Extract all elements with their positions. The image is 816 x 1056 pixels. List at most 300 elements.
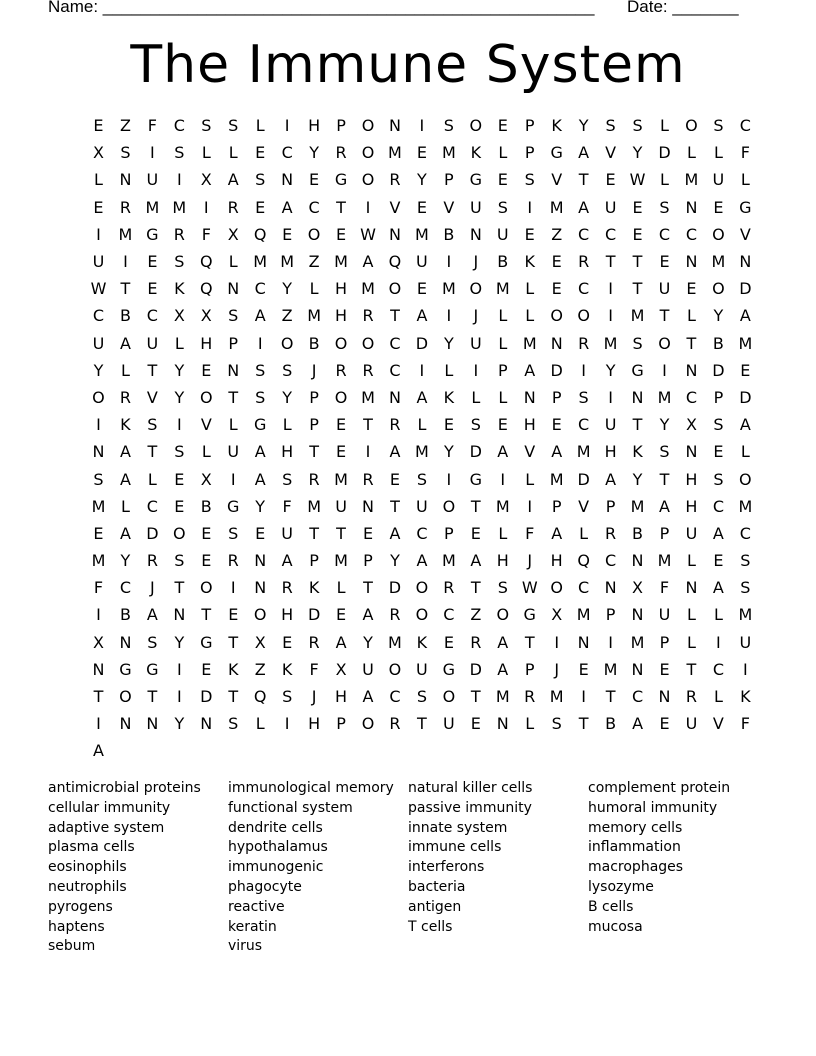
grid-letter: P [336, 116, 346, 136]
grid-letter: C [389, 333, 401, 353]
grid-letter: M [630, 496, 645, 516]
grid-letter: T [147, 687, 158, 707]
grid-letter: A [497, 442, 509, 462]
grid-letter: E [470, 523, 481, 543]
grid-letter: E [632, 224, 643, 244]
grid-letter: I [176, 659, 182, 679]
grid-letter: U [362, 659, 374, 679]
grid-letter: A [416, 306, 428, 326]
word-item: inflammation [588, 839, 681, 856]
grid-letter: C [631, 687, 644, 707]
grid-letter: L [525, 279, 535, 299]
grid-letter: S [255, 387, 266, 407]
grid-letter: M [738, 333, 753, 353]
grid-letter: T [686, 333, 697, 353]
grid-letter: K [308, 578, 320, 598]
grid-letter: P [524, 659, 535, 679]
grid-letter: V [551, 170, 563, 190]
grid-letter: M [549, 469, 564, 489]
word-item: plasma cells [48, 839, 135, 856]
grid-letter: W [90, 279, 107, 299]
grid-letter: L [228, 415, 238, 435]
grid-letter: G [119, 659, 132, 679]
grid-letter: T [201, 605, 212, 625]
grid-letter: M [361, 279, 375, 299]
grid-letter: Y [632, 469, 643, 489]
grid-letter: M [91, 551, 106, 571]
grid-letter: A [281, 197, 293, 217]
grid-letter: T [228, 687, 239, 707]
grid-letter: Q [577, 551, 590, 571]
grid-letter: H [523, 415, 536, 435]
grid-letter: E [174, 469, 185, 489]
grid-letter: A [254, 442, 266, 462]
grid-letter: K [443, 387, 455, 407]
grid-letter: S [524, 170, 535, 190]
word-bank [48, 779, 768, 957]
grid-letter: E [147, 252, 158, 272]
grid-letter: C [712, 659, 724, 679]
grid-letter: N [604, 578, 617, 598]
grid-letter: T [363, 578, 373, 598]
grid-letter: F [740, 143, 750, 163]
grid-letter: M [630, 632, 645, 652]
grid-letter: L [120, 360, 130, 380]
grid-letter: M [91, 496, 106, 516]
grid-letter: F [93, 578, 104, 598]
grid-letter: N [685, 578, 698, 598]
grid-letter: L [336, 578, 346, 598]
grid-letter: C [658, 224, 671, 244]
grid-letter: O [496, 605, 510, 625]
grid-letter: X [551, 605, 563, 625]
grid-letter: M [415, 224, 429, 244]
grid-letter: A [254, 469, 266, 489]
grid-letter: V [578, 496, 590, 516]
grid-letter: U [92, 252, 105, 272]
grid-letter: T [390, 496, 400, 516]
grid-letter: E [336, 415, 347, 435]
grid-letter: X [200, 170, 212, 190]
grid-letter: G [631, 360, 644, 380]
grid-letter: V [524, 442, 536, 462]
grid-letter: R [308, 632, 320, 652]
grid-letter: E [201, 551, 212, 571]
grid-letter: M [441, 279, 456, 299]
grid-letter: N [685, 252, 698, 272]
grid-letter: H [281, 442, 294, 462]
grid-letter: I [608, 387, 613, 407]
grid-letter: V [605, 143, 617, 163]
grid-letter: E [147, 279, 158, 299]
grid-letter: E [255, 143, 266, 163]
grid-letter: B [200, 496, 212, 516]
word-item: dendrite cells [228, 819, 323, 836]
grid-letter: A [281, 551, 293, 571]
grid-letter: E [632, 197, 643, 217]
grid-letter: R [362, 469, 374, 489]
word-item: reactive [228, 898, 285, 915]
grid-letter: J [311, 687, 317, 707]
word-item: cellular immunity [48, 799, 171, 816]
grid-letter: M [145, 197, 160, 217]
grid-letter: O [550, 306, 563, 326]
grid-letter: C [739, 116, 751, 136]
grid-letter: M [253, 252, 268, 272]
grid-letter: F [201, 224, 211, 244]
word-item: virus [228, 938, 263, 955]
grid-letter: N [685, 197, 698, 217]
date-field-label: Date: _______ [627, 0, 739, 16]
grid-letter: U [146, 170, 159, 190]
grid-letter: O [92, 387, 105, 407]
grid-letter: S [416, 687, 427, 707]
word-item: humoral immunity [588, 799, 718, 816]
grid-letter: M [711, 252, 726, 272]
grid-letter: S [578, 387, 589, 407]
grid-letter: L [579, 523, 589, 543]
grid-letter: L [94, 170, 103, 190]
grid-letter: R [119, 387, 131, 407]
grid-letter: A [227, 170, 239, 190]
word-item: keratin [228, 918, 277, 935]
word-item: bacteria [408, 878, 466, 895]
grid-letter: O [442, 687, 456, 707]
grid-letter: U [416, 659, 428, 679]
grid-letter: N [254, 551, 267, 571]
grid-letter: M [522, 333, 537, 353]
grid-letter: D [469, 659, 482, 679]
grid-letter: E [255, 197, 266, 217]
grid-letter: P [605, 605, 616, 625]
grid-letter: T [309, 442, 319, 462]
grid-letter: L [713, 143, 723, 163]
grid-letter: A [119, 442, 131, 462]
grid-letter: I [365, 197, 371, 217]
grid-letter: T [336, 523, 346, 543]
grid-letter: S [174, 252, 185, 272]
grid-letter: O [361, 116, 375, 136]
grid-letter: L [740, 442, 750, 462]
word-item: lysozyme [588, 878, 654, 895]
grid-letter: L [498, 306, 508, 326]
grid-letter: B [443, 224, 455, 244]
grid-letter: E [309, 170, 320, 190]
grid-letter: S [282, 687, 293, 707]
grid-letter: M [307, 306, 321, 326]
grid-letter: R [443, 578, 455, 598]
grid-letter: E [93, 523, 104, 543]
grid-letter: R [227, 197, 239, 217]
grid-letter: M [657, 551, 672, 571]
grid-letter: G [146, 224, 159, 244]
grid-letter: R [578, 252, 590, 272]
grid-letter: P [605, 496, 616, 516]
grid-letter: X [200, 469, 212, 489]
grid-letter: M [657, 387, 672, 407]
grid-letter: S [93, 469, 104, 489]
grid-letter: O [361, 143, 375, 163]
grid-letter: E [659, 659, 670, 679]
grid-letter: T [524, 632, 535, 652]
grid-letter: T [632, 415, 643, 435]
grid-letter: S [713, 116, 724, 136]
grid-letter: P [309, 551, 319, 571]
grid-letter: E [336, 224, 347, 244]
grid-letter: I [608, 279, 613, 299]
grid-letter: C [119, 578, 132, 598]
grid-letter: D [550, 360, 563, 380]
grid-letter: B [308, 333, 320, 353]
grid-letter: I [203, 197, 209, 217]
grid-letter: T [309, 523, 319, 543]
grid-letter: M [549, 687, 564, 707]
grid-letter: E [416, 143, 427, 163]
grid-letter: T [93, 687, 104, 707]
grid-letter: O [361, 170, 375, 190]
grid-letter: T [390, 306, 400, 326]
grid-letter: P [309, 415, 319, 435]
grid-letter: I [662, 360, 667, 380]
grid-letter: A [362, 252, 374, 272]
word-item: haptens [48, 918, 105, 935]
grid-letter: R [119, 197, 131, 217]
grid-letter: C [416, 523, 428, 543]
word-item: pyrogens [48, 898, 113, 915]
grid-letter: T [363, 415, 373, 435]
grid-letter: L [147, 469, 157, 489]
grid-letter: S [605, 116, 616, 136]
grid-letter: T [228, 632, 239, 652]
grid-letter: D [200, 687, 213, 707]
grid-letter: I [176, 170, 182, 190]
grid-letter: Z [254, 659, 266, 679]
grid-letter: C [578, 578, 590, 598]
grid-letter: V [146, 387, 158, 407]
grid-letter: E [740, 360, 751, 380]
grid-letter: R [335, 143, 347, 163]
grid-letter: G [200, 632, 213, 652]
grid-letter: V [739, 224, 751, 244]
grid-letter: J [311, 360, 317, 380]
grid-letter: A [470, 551, 482, 571]
grid-letter: Y [120, 551, 131, 571]
grid-letter: L [525, 469, 535, 489]
grid-letter: Y [174, 387, 185, 407]
grid-letter: S [659, 197, 670, 217]
grid-letter: M [361, 387, 375, 407]
grid-letter: U [469, 197, 482, 217]
grid-letter: T [659, 306, 670, 326]
grid-letter: Z [281, 306, 293, 326]
grid-letter: I [176, 415, 182, 435]
word-item: interferons [408, 859, 485, 876]
word-item: natural killer cells [408, 780, 533, 796]
grid-letter: E [93, 197, 104, 217]
grid-letter: Y [174, 714, 185, 734]
grid-letter: Q [199, 279, 213, 299]
grid-letter: D [388, 578, 402, 598]
grid-letter: M [307, 496, 321, 516]
grid-letter: W [521, 578, 538, 598]
grid-letter: N [92, 442, 105, 462]
grid-letter: M [603, 659, 618, 679]
word-column [408, 779, 588, 957]
grid-letter: D [469, 442, 482, 462]
grid-letter: O [280, 333, 294, 353]
grid-letter: L [686, 306, 696, 326]
grid-letter: P [497, 360, 508, 380]
grid-letter: E [551, 415, 562, 435]
grid-letter: E [497, 415, 508, 435]
grid-letter: U [658, 279, 671, 299]
grid-letter: M [334, 252, 348, 272]
word-item: neutrophils [48, 878, 127, 895]
grid-letter: X [254, 632, 266, 652]
grid-letter: T [147, 442, 158, 462]
word-item: memory cells [588, 819, 683, 836]
grid-letter: T [659, 469, 670, 489]
grid-letter: S [147, 632, 158, 652]
grid-letter: H [335, 306, 348, 326]
grid-letter: E [659, 714, 670, 734]
grid-letter: A [712, 523, 724, 543]
grid-letter: I [257, 333, 263, 353]
name-field-label: Name: ____________________________________________________ [48, 0, 595, 16]
grid-letter: A [93, 741, 104, 761]
grid-letter: L [417, 415, 427, 435]
grid-letter: H [335, 687, 348, 707]
grid-letter: A [632, 714, 644, 734]
grid-letter: L [174, 333, 184, 353]
grid-letter: L [228, 143, 238, 163]
grid-letter: C [92, 306, 105, 326]
grid-letter: E [551, 279, 562, 299]
grid-letter: R [281, 578, 293, 598]
grid-letter: E [174, 496, 185, 516]
grid-letter: M [576, 442, 591, 462]
grid-letter: M [388, 632, 402, 652]
grid-letter: O [685, 116, 698, 136]
word-item: hypothalamus [228, 839, 328, 856]
grid-letter: T [470, 687, 481, 707]
grid-letter: S [174, 551, 185, 571]
grid-letter: A [497, 659, 509, 679]
grid-letter: U [281, 523, 293, 543]
grid-letter: I [500, 469, 506, 489]
word-item: functional system [228, 799, 353, 816]
grid-letter: R [470, 632, 482, 652]
grid-letter: I [230, 578, 236, 598]
grid-letter: V [389, 197, 401, 217]
grid-letter: S [416, 469, 427, 489]
grid-letter: M [576, 605, 591, 625]
grid-letter: I [419, 116, 425, 136]
grid-letter: O [334, 387, 348, 407]
grid-letter: K [740, 687, 751, 707]
page-title: The Immune System [130, 35, 686, 95]
grid-letter: H [685, 496, 698, 516]
grid-letter: R [173, 224, 185, 244]
grid-letter: C [389, 360, 401, 380]
grid-letter: T [686, 659, 697, 679]
grid-letter: G [253, 415, 267, 435]
grid-letter: S [713, 469, 724, 489]
grid-letter: S [551, 714, 562, 734]
grid-letter: A [605, 469, 617, 489]
word-item: adaptive system [48, 819, 165, 836]
grid-letter: A [551, 442, 563, 462]
grid-letter: X [200, 306, 212, 326]
grid-letter: P [336, 714, 346, 734]
grid-letter: T [417, 714, 427, 734]
grid-letter: N [254, 578, 267, 598]
grid-letter: I [176, 687, 182, 707]
grid-letter: A [416, 551, 428, 571]
grid-letter: N [523, 387, 536, 407]
grid-letter: X [685, 415, 697, 435]
grid-letter: O [577, 306, 590, 326]
grid-letter: N [631, 605, 644, 625]
worksheet-header [48, 0, 748, 21]
grid-letter: E [201, 659, 212, 679]
grid-letter: Q [253, 224, 267, 244]
grid-letter: U [604, 197, 617, 217]
grid-letter: A [119, 469, 131, 489]
grid-letter: H [685, 469, 698, 489]
grid-letter: D [307, 605, 321, 625]
grid-letter: Y [282, 387, 293, 407]
grid-letter: V [200, 415, 212, 435]
grid-letter: E [336, 605, 347, 625]
grid-letter: O [334, 333, 348, 353]
grid-letter: E [443, 415, 454, 435]
grid-letter: R [389, 605, 401, 625]
grid-letter: L [713, 687, 723, 707]
grid-letter: I [96, 714, 101, 734]
grid-letter: A [389, 523, 401, 543]
grid-letter: F [282, 496, 292, 516]
grid-letter: C [605, 551, 617, 571]
grid-letter: T [605, 252, 616, 272]
grid-letter: L [201, 442, 211, 462]
grid-letter: N [739, 252, 752, 272]
grid-letter: N [388, 224, 401, 244]
grid-letter: L [740, 170, 750, 190]
grid-letter: I [581, 360, 586, 380]
grid-letter: C [685, 387, 698, 407]
grid-letter: N [92, 659, 105, 679]
grid-letter: E [470, 714, 481, 734]
grid-letter: I [608, 632, 613, 652]
grid-letter: A [739, 306, 751, 326]
grid-letter: P [524, 116, 535, 136]
grid-letter: Y [632, 143, 643, 163]
grid-letter: O [361, 333, 375, 353]
grid-letter: E [443, 632, 454, 652]
grid-letter: C [712, 496, 724, 516]
grid-letter: P [309, 387, 319, 407]
grid-letter: D [712, 360, 725, 380]
grid-letter: T [174, 578, 185, 598]
grid-letter: A [119, 333, 131, 353]
grid-letter: I [527, 197, 533, 217]
grid-letter: M [738, 605, 753, 625]
grid-letter: Y [713, 306, 724, 326]
grid-letter: Y [174, 632, 185, 652]
grid-letter: R [362, 360, 374, 380]
grid-letter: T [578, 170, 589, 190]
